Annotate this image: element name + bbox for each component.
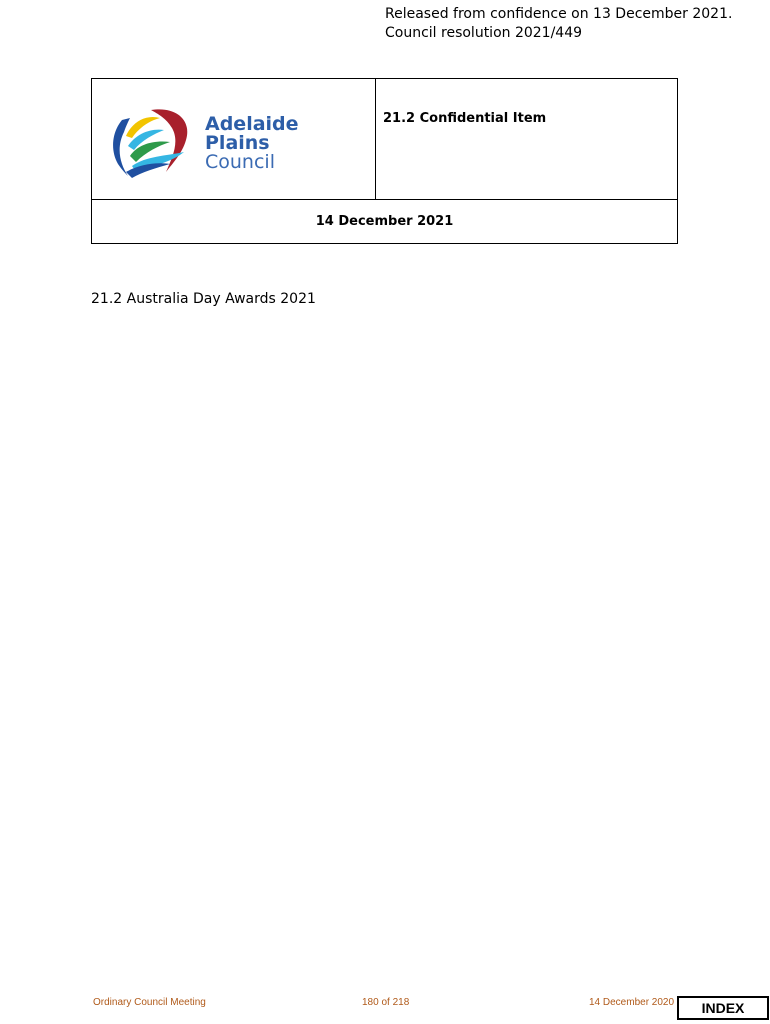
logo-cell	[92, 79, 376, 199]
meeting-date-row	[92, 199, 677, 243]
release-note	[385, 5, 732, 43]
item-heading: 21.2 Australia Day Awards 2021	[91, 291, 316, 307]
header-table	[91, 78, 678, 244]
page-footer	[0, 996, 770, 1024]
release-note-line-2: Council resolution 2021/449	[385, 25, 583, 41]
release-note-line-1: Released from confidence on 13 December 2021.	[385, 6, 733, 22]
footer-date: 14 December 2020	[589, 997, 675, 1008]
logo-text	[205, 115, 299, 172]
council-logo-icon	[106, 106, 196, 178]
index-button[interactable]: INDEX	[677, 996, 769, 1020]
meeting-date: 14 December 2021	[315, 214, 454, 229]
footer-meeting-name: Ordinary Council Meeting	[93, 997, 206, 1008]
confidential-item-title: 21.2 Confidential Item	[383, 111, 547, 126]
footer-page-number: 180 of 218	[362, 997, 410, 1008]
logo-text-line-2: Plains	[205, 132, 270, 154]
title-cell	[376, 79, 677, 199]
logo-text-line-3: Council	[205, 151, 275, 173]
logo-text-line-1: Adelaide	[205, 113, 299, 135]
